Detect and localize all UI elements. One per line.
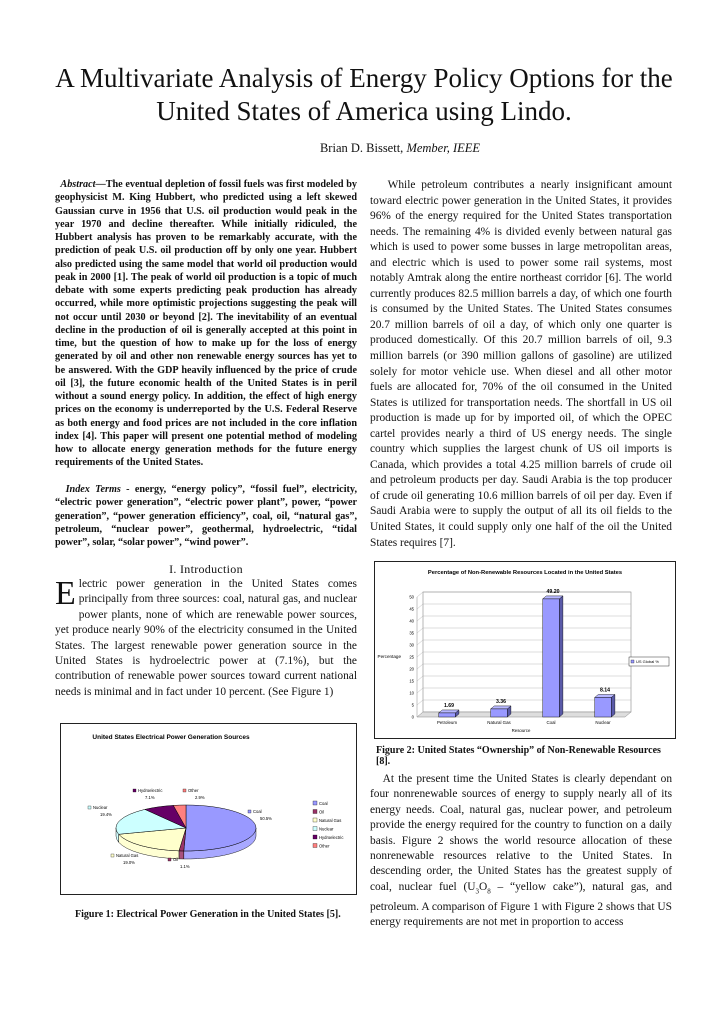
y-axis-label: Percentage xyxy=(377,654,401,659)
bar-value-label: 1.69 xyxy=(443,702,455,709)
bar-coal xyxy=(543,599,560,717)
y-gridline-diag xyxy=(417,676,423,681)
bar-legend-swatch xyxy=(631,660,634,663)
pie-legend-swatch xyxy=(313,844,317,848)
y-tick-label: 20 xyxy=(409,666,414,672)
y-gridline-diag xyxy=(417,592,423,597)
y-tick-label: 30 xyxy=(409,642,414,648)
bar-top-nuclear xyxy=(595,694,615,697)
oxygen-symbol: O xyxy=(479,880,488,893)
index-terms xyxy=(55,483,357,549)
pie-label-key xyxy=(183,789,186,792)
bar-side-nuclear xyxy=(611,694,615,717)
y-gridline-diag xyxy=(417,688,423,693)
y-tick-label: 15 xyxy=(409,678,414,684)
pie-label-name: Oil xyxy=(173,857,179,862)
abstract xyxy=(55,178,357,470)
bar-top-coal xyxy=(543,596,563,599)
abstract-label: Abstract xyxy=(60,179,96,190)
figure-1-chart xyxy=(60,723,357,895)
pie-label-percent: 19.0% xyxy=(123,860,135,865)
y-tick-label: 0 xyxy=(411,714,414,720)
pie-legend-label: Oil xyxy=(319,809,325,815)
pie-legend-swatch xyxy=(313,801,317,805)
intro-text: lectric power generation in the United States comes principally from three sources: coal, natural gas, and nuclear power plants, none of which are renewable power sources, yet produce nearly 90% of the electricity consumed in the United States. The largest renewable power generation source in the United States is hydroelectric power at (7.1%), but the contribution of renewable power sources toward current national needs is minimal and in fact under 10 percent. (See Figure 1) xyxy=(55,578,357,698)
pie-label-percent: 2.9% xyxy=(195,795,205,800)
y-gridline-diag xyxy=(417,616,423,621)
bar-top-petroleum xyxy=(439,710,459,713)
pie-label-key xyxy=(133,789,136,792)
bar-value-label: 8.14 xyxy=(599,687,611,694)
x-axis-label: Resource xyxy=(511,728,531,733)
pie-legend-swatch xyxy=(313,827,317,831)
pie-legend-label: Nuclear xyxy=(319,826,334,832)
introduction-paragraph xyxy=(55,577,357,700)
x-tick-label: Nuclear xyxy=(595,720,611,725)
pie-legend-label: Other xyxy=(319,843,330,849)
bar-petroleum xyxy=(439,713,456,717)
abstract-text: —The eventual depletion of fossil fuels was first modeled by geophysicist M. King Hubbert, who predicted using a left skewed Gaussian curve in 1956 that U.S. oil production would peak in the year 1970 and decline thereafter. While initially ridiculed, the Hubbert analysis has proven to be remarkably accurate, with the prediction of peak U.S. oil production off by only one year. Hubbert also predicted using the same model that world oil production would peak in 2000 [1]. The peak of world oil production is a topic of much debate with some experts predicting peak production has already occurred, while more optimistic projections suggesting the peak will not occur until 2030 or beyond [2]. The inevitability of an eventual decline in the production of oil is generally accepted at this point in time, but the question of how to make up for the loss of energy generated by oil and other non renewable energy sources has yet to be answered. With the GDP heavily influenced by the price of crude oil [3], the future economic health of the United States is in peril without a sound energy policy. In addition, the effect of high energy prices on the economy is underreported by the U.S. Federal Reserve as both energy and food prices are not included in the core inflation index [4]. This paper will present one potential method of modeling how to allocate energy generation methods for the future energy requirements of the United States. xyxy=(55,179,357,469)
bar-side-coal xyxy=(559,596,563,717)
bar-top-natural-gas xyxy=(491,706,511,709)
y-tick-label: 45 xyxy=(409,606,414,612)
pie-label-key xyxy=(168,858,171,861)
pie-chart-svg xyxy=(61,724,356,894)
figure-2-caption: Figure 2: United States “Ownership” of Non-Renewable Resources [8]. xyxy=(376,745,661,767)
right-paragraph-2 xyxy=(370,772,672,930)
bar-value-label: 3.36 xyxy=(495,698,507,705)
author-line xyxy=(200,141,600,156)
bar-natural-gas xyxy=(491,709,508,717)
oxygen-subscript-8: 8 xyxy=(487,887,491,896)
pie-label-percent: 19.4% xyxy=(100,812,112,817)
pie-label-name: Coal xyxy=(253,809,262,814)
pie-label-key xyxy=(88,806,91,809)
paper-title: A Multivariate Analysis of Energy Policy Options for the United States of America using Lindo. xyxy=(55,63,673,126)
pie-label-name: Nuclear xyxy=(93,805,108,810)
pie-label-key xyxy=(111,854,114,857)
figure-1-caption: Figure 1: Electrical Power Generation in the United States [5]. xyxy=(75,909,341,920)
bar-nuclear xyxy=(595,697,612,717)
pie-label-key xyxy=(248,810,251,813)
y-gridline-diag xyxy=(417,628,423,633)
bar-value-label: 49.20 xyxy=(546,588,560,595)
index-terms-text: - energy, “energy policy”, “fossil fuel”, electricity, “electric power generation”, “electric power plant”, power, “power generation”, “power generation efficiency”, coal, oil, “natural gas”, petroleum, “nuclear power”, geothermal, hydroelectric, “tidal power”, solar, “solar power”, “wind power”. xyxy=(55,484,357,549)
bar-legend-label: US Global % xyxy=(636,659,659,664)
section-heading: I. Introduction xyxy=(169,562,243,576)
right-paragraph-1 xyxy=(370,178,672,551)
x-tick-label: Coal xyxy=(546,720,556,725)
y-tick-label: 50 xyxy=(409,594,414,600)
pie-label-percent: 1.1% xyxy=(180,864,190,869)
index-terms-label: Index Terms xyxy=(65,484,121,495)
author-role: Member, IEEE xyxy=(406,141,481,155)
pie-label-name: Other xyxy=(188,788,199,793)
right-paragraph-1-text: While petroleum contributes a nearly insignificant amount toward electric power generation in the United States, it provides 96% of the energy required for the United States transportation needs. The remaining 4% is divided evenly between natural gas which is used to power some busses in large metropolitan areas, and electric which is used to power some rail systems, most notably Amtrak along the entire northeast corridor [6]. The world currently produces 82.5 million barrels a day, of which one fourth is consumed by the United States. The United States consumes 20.7 million barrels of oil a day, of which only one quarter is produced domestically. Of this 20.7 million barrels of oil, 9.3 million barrels (or 390 million gallons of gasoline) are utilized solely for motor vehicle use. When diesel and all other motor fuels are allocated for, 70% of the oil consumed in the United States is utilized for transportation needs. The shortfall in US oil production is made up for by imported oil, of which the OPEC cartel provides nearly a third of US energy needs. The single country which supplies the largest chunk of US oil imports is Canada, which provides a total 4.25 million barrels of crude oil and petroleum products per day. Saudi Arabia is the top producer of crude oil generating 10.6 million barrels of oil per day. Even if Saudi Arabia were to supply the output of all its oil fields to the United States, it could supply only one half of the oil the United States requires [7]. xyxy=(370,179,673,549)
pie-legend-label: Hydroelectric xyxy=(319,835,344,840)
y-gridline-diag xyxy=(417,664,423,669)
bar-chart-svg xyxy=(375,562,675,738)
pie-legend-swatch xyxy=(313,835,317,839)
uranium-subscript-3: 3 xyxy=(475,887,479,896)
drop-cap: E xyxy=(55,575,76,612)
y-gridline-diag xyxy=(417,652,423,657)
y-gridline-diag xyxy=(417,700,423,705)
right-paragraph-2-text-b: – “yellow cake”), natural gas, and petroleum. A comparison of Figure 1 with Figure 2 shows that US energy requirements are not met in proportion to access xyxy=(370,880,673,928)
pie-label-name: Natural Gas xyxy=(116,853,139,858)
figure-2-chart xyxy=(374,561,676,739)
x-tick-label: Petroleum xyxy=(436,720,458,725)
pie-legend-swatch xyxy=(313,810,317,814)
y-tick-label: 35 xyxy=(409,630,414,636)
y-tick-label: 10 xyxy=(409,690,414,696)
y-gridline-diag xyxy=(417,640,423,645)
pie-slice-side-oil xyxy=(179,851,184,859)
pie-legend-label: Coal xyxy=(319,801,328,806)
pie-legend-label: Natural Gas xyxy=(319,818,342,823)
pie-label-percent: 7.1% xyxy=(145,795,155,800)
y-tick-label: 40 xyxy=(409,618,414,624)
pie-label-percent: 50.5% xyxy=(260,816,272,821)
x-tick-label: Natural Gas xyxy=(487,720,511,725)
pie-label-name: Hydroelectric xyxy=(138,788,163,793)
y-tick-label: 5 xyxy=(411,702,414,708)
author-name: Brian D. Bissett, xyxy=(319,141,404,155)
pie-chart-title: United States Electrical Power Generation Sources xyxy=(92,734,250,741)
y-tick-label: 25 xyxy=(409,654,414,660)
bar-chart-title: Percentage of Non-Renewable Resources Located in the United States xyxy=(427,570,623,576)
pie-legend-swatch xyxy=(313,818,317,822)
y-gridline-diag xyxy=(417,604,423,609)
right-paragraph-2-text-a: At the present time the United States is clearly dependant on four nonrenewable sources of energy to supply nearly all of its energy needs. Coal, natural gas, nuclear power, and petroleum provide the energy required for the country to function on a daily basis. Figure 2 shows the world resource allocation of these nonrenewable resources relative to the United States. In descending order, the United States has the greatest supply of coal, nuclear fuel (U xyxy=(370,773,673,893)
